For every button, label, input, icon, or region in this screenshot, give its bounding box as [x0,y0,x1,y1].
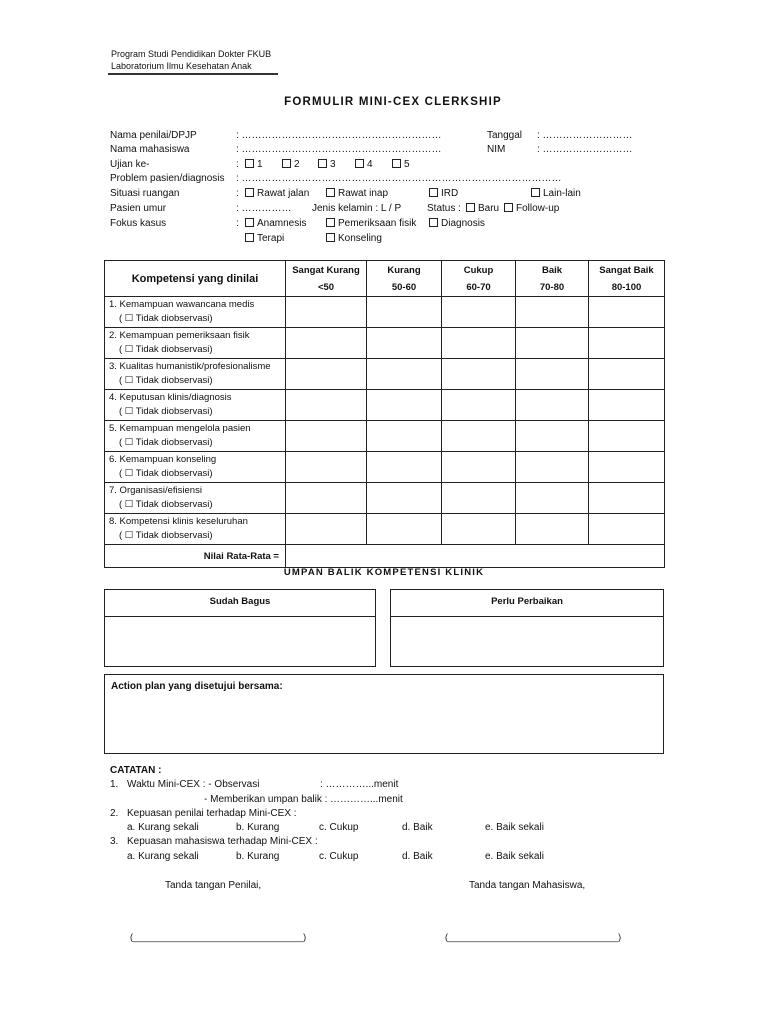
perlu-perbaikan-box[interactable] [390,589,664,667]
competency-label: 3. Kualitas humanistik/profesionalisme [109,361,271,372]
score-cell[interactable] [286,359,367,390]
score-cell[interactable] [367,514,442,545]
mahasiswa-label: Nama mahasiswa [110,144,190,155]
mahasiswa-field[interactable]: : …………………………………………………… [236,144,442,155]
score-cell[interactable] [442,390,516,421]
checkbox-icon [245,188,254,197]
not-observed-option[interactable]: ( ☐ Tidak diobservasi) [119,437,213,448]
header-kurang [367,261,442,297]
situasi-label: Situasi ruangan [110,188,180,199]
umur-label: Pasien umur [110,203,167,214]
umpan-balik-field[interactable]: …………...menit [330,794,403,805]
not-observed-option[interactable]: ( ☐ Tidak diobservasi) [119,344,213,355]
score-cell[interactable] [516,452,589,483]
score-cell[interactable] [442,359,516,390]
checkbox-icon [326,233,335,242]
form-title: FORMULIR MINI-CEX CLERKSHIP [284,96,502,108]
header-cukup [442,261,516,297]
col-range: 80-100 [611,282,642,293]
checkbox-icon [245,218,254,227]
checkbox-icon [318,159,327,168]
average-value-cell[interactable] [286,545,665,568]
penilai-field[interactable]: : …………………………………………………… [236,130,442,141]
fokus-konseling[interactable] [326,233,382,244]
signature-penilai-label: Tanda tangan Penilai, [165,880,262,891]
tanggal-label: Tanggal [487,130,523,141]
score-cell[interactable] [367,483,442,514]
fokus-diagnosis[interactable] [429,218,485,229]
average-label: Nilai Rata-Rata = [105,545,286,568]
score-cell[interactable] [286,390,367,421]
table-row [105,483,665,514]
table-row [105,359,665,390]
ujian-option-2[interactable] [282,159,300,170]
competency-table [104,260,665,568]
score-cell[interactable] [589,297,665,328]
status-baru[interactable] [466,203,499,214]
table-row [105,328,665,359]
header-baik [516,261,589,297]
score-cell[interactable] [516,390,589,421]
score-cell[interactable] [442,452,516,483]
header-kompetensi: Kompetensi yang dinilai [105,261,286,297]
table-row [105,390,665,421]
penilai-option-c[interactable]: c. Cukup [319,822,359,833]
score-cell[interactable] [516,514,589,545]
score-cell[interactable] [442,514,516,545]
penilai-option-e[interactable]: e. Baik sekali [485,822,544,833]
perlu-perbaikan-header: Perlu Perbaikan [391,590,663,617]
score-cell[interactable] [516,297,589,328]
nim-label: NIM [487,144,506,155]
competency-label: 5. Kemampuan mengelola pasien [109,423,251,434]
not-observed-option[interactable]: ( ☐ Tidak diobservasi) [119,406,213,417]
score-cell[interactable] [516,359,589,390]
score-cell[interactable] [516,483,589,514]
not-observed-option[interactable]: ( ☐ Tidak diobservasi) [119,468,213,479]
score-cell[interactable] [286,297,367,328]
col-name: Cukup [463,265,494,276]
score-cell[interactable] [286,452,367,483]
checkbox-icon [282,159,291,168]
fokus-terapi[interactable] [245,233,284,244]
situasi-colon: : [236,188,239,199]
fokus-pemeriksaan-fisik[interactable] [326,218,416,229]
competency-item [105,483,286,514]
competency-label: 6. Kemampuan konseling [109,454,217,465]
situasi-ird[interactable] [429,188,458,199]
table-row [105,514,665,545]
mahasiswa-option-a[interactable]: a. Kurang sekali [127,851,199,862]
score-cell[interactable] [442,328,516,359]
penilai-label: Nama penilai/DPJP [110,130,197,141]
problem-field[interactable]: : …………………………………………………………………………………… [236,173,562,184]
score-cell[interactable] [367,421,442,452]
problem-label: Problem pasien/diagnosis [110,173,225,184]
checkbox-icon [429,188,438,197]
score-cell[interactable] [442,483,516,514]
col-name: Sangat Kurang [292,265,360,276]
mahasiswa-option-e[interactable]: e. Baik sekali [485,851,544,862]
header-divider [108,73,278,75]
score-cell[interactable] [367,297,442,328]
score-cell[interactable] [442,421,516,452]
ujian-option-label: 4 [367,159,373,170]
score-cell[interactable] [589,421,665,452]
header-sangat-kurang [286,261,367,297]
fokus-colon: : [236,218,239,229]
note-number-2: 2. [110,808,119,819]
option-label: Rawat inap [338,188,389,199]
competency-item [105,359,286,390]
mahasiswa-option-d[interactable]: d. Baik [402,851,433,862]
col-name: Sangat Baik [599,265,654,276]
table-row [105,421,665,452]
table-row [105,452,665,483]
score-cell[interactable] [367,452,442,483]
checkbox-icon [326,188,335,197]
not-observed-option[interactable]: ( ☐ Tidak diobservasi) [119,313,213,324]
waktu-observasi-label: Waktu Mini-CEX : - Observasi [127,779,260,790]
score-cell[interactable] [367,359,442,390]
fokus-anamnesis[interactable] [245,218,306,229]
score-cell[interactable] [367,328,442,359]
situasi-rawat-inap[interactable] [326,188,388,199]
score-cell[interactable] [589,514,665,545]
ujian-label: Ujian ke- [110,159,150,170]
ujian-option-4[interactable] [355,159,373,170]
option-label: Rawat jalan [257,188,310,199]
option-label: Follow-up [516,203,560,214]
competency-item [105,297,286,328]
competency-item [105,452,286,483]
signature-penilai-line[interactable]: (__________________________________) [130,932,307,942]
not-observed-option[interactable]: ( ☐ Tidak diobservasi) [119,499,213,510]
score-cell[interactable] [516,421,589,452]
catatan-title: CATATAN : [110,765,162,776]
option-label: Lain-lain [543,188,581,199]
tanggal-field[interactable]: : ……………………… [537,130,633,141]
checkbox-icon [466,203,475,212]
situasi-rawat-jalan[interactable] [245,188,309,199]
table-header-row [105,261,665,297]
ujian-colon: : [236,159,239,170]
penilai-option-a[interactable]: a. Kurang sekali [127,822,199,833]
not-observed-option[interactable]: ( ☐ Tidak diobservasi) [119,530,213,541]
note-number-1: 1. [110,779,119,790]
kepuasan-penilai-label: Kepuasan penilai terhadap Mini-CEX : [127,808,297,819]
score-cell[interactable] [367,390,442,421]
competency-item [105,421,286,452]
average-row [105,545,665,568]
col-range: 50-60 [391,282,417,293]
situasi-lain-lain[interactable] [531,188,581,199]
score-cell[interactable] [442,297,516,328]
umpan-balik-label: - Memberikan umpan balik : [204,794,328,805]
score-cell[interactable] [589,390,665,421]
score-cell[interactable] [589,328,665,359]
checkbox-icon [355,159,364,168]
checkbox-icon [326,218,335,227]
score-cell[interactable] [286,514,367,545]
sudah-bagus-box[interactable] [104,589,376,667]
option-label: Konseling [338,233,382,244]
jenis-kelamin[interactable]: Jenis kelamin : L / P [312,203,402,214]
score-cell[interactable] [516,328,589,359]
option-label: Pemeriksaan fisik [338,218,417,229]
penilai-option-d[interactable]: d. Baik [402,822,433,833]
table-row [105,297,665,328]
competency-label: 7. Organisasi/efisiensi [109,485,202,496]
option-label: IRD [441,188,459,199]
kepuasan-mahasiswa-label: Kepuasan mahasiswa terhadap Mini-CEX : [127,836,318,847]
waktu-observasi-field[interactable]: : …………...menit [320,779,399,790]
ujian-option-label: 5 [404,159,410,170]
status-label: Status : [427,203,461,214]
feedback-title: UMPAN BALIK KOMPETENSI KLINIK [283,567,485,578]
ujian-option-label: 3 [330,159,336,170]
checkbox-icon [531,188,540,197]
col-name: Baik [541,265,563,276]
competency-label: 1. Kemampuan wawancana medis [109,299,255,310]
ujian-option-label: 1 [257,159,263,170]
note-number-3: 3. [110,836,119,847]
checkbox-icon [245,159,254,168]
mahasiswa-option-b[interactable]: b. Kurang [236,851,280,862]
institution-name: Program Studi Pendidikan Dokter FKUB [111,49,272,59]
col-range: 60-70 [466,282,491,293]
mahasiswa-option-c[interactable]: c. Cukup [319,851,359,862]
status-follow-up[interactable] [504,203,559,214]
competency-item [105,328,286,359]
header-sangat-baik [589,261,665,297]
checkbox-icon [245,233,254,242]
score-cell[interactable] [286,483,367,514]
option-label: Terapi [257,233,285,244]
not-observed-option[interactable]: ( ☐ Tidak diobservasi) [119,375,213,386]
col-range: 70-80 [539,282,565,293]
option-label: Baru [478,203,500,214]
checkbox-icon [504,203,513,212]
ujian-option-label: 2 [294,159,300,170]
signature-mahasiswa-label: Tanda tangan Mahasiswa, [469,880,586,891]
option-label: Diagnosis [441,218,485,229]
penilai-option-b[interactable]: b. Kurang [236,822,280,833]
ujian-option-3[interactable] [318,159,336,170]
score-cell[interactable] [286,328,367,359]
competency-label: 8. Kompetensi klinis keseluruhan [109,516,248,527]
competency-label: 2. Kemampuan pemeriksaan fisik [109,330,250,341]
fokus-label: Fokus kasus [110,218,167,229]
ujian-option-5[interactable] [392,159,410,170]
score-cell[interactable] [589,452,665,483]
department-name: Laboratorium Ilmu Kesehatan Anak [111,61,252,71]
score-cell[interactable] [286,421,367,452]
score-cell[interactable] [589,483,665,514]
col-range: <50 [317,282,335,293]
competency-item [105,514,286,545]
nim-field[interactable]: : ……………………… [537,144,633,155]
competency-item [105,390,286,421]
col-name: Kurang [387,265,421,276]
sudah-bagus-header: Sudah Bagus [105,590,375,617]
checkbox-icon [392,159,401,168]
action-plan-box[interactable] [104,674,664,754]
umur-field[interactable]: : …………… [236,203,292,214]
competency-label: 4. Keputusan klinis/diagnosis [109,392,232,403]
ujian-option-1[interactable] [245,159,263,170]
signature-mahasiswa-line[interactable]: (__________________________________) [445,932,622,942]
action-plan-label: Action plan yang disetujui bersama: [111,681,283,692]
checkbox-icon [429,218,438,227]
score-cell[interactable] [589,359,665,390]
option-label: Anamnesis [257,218,307,229]
